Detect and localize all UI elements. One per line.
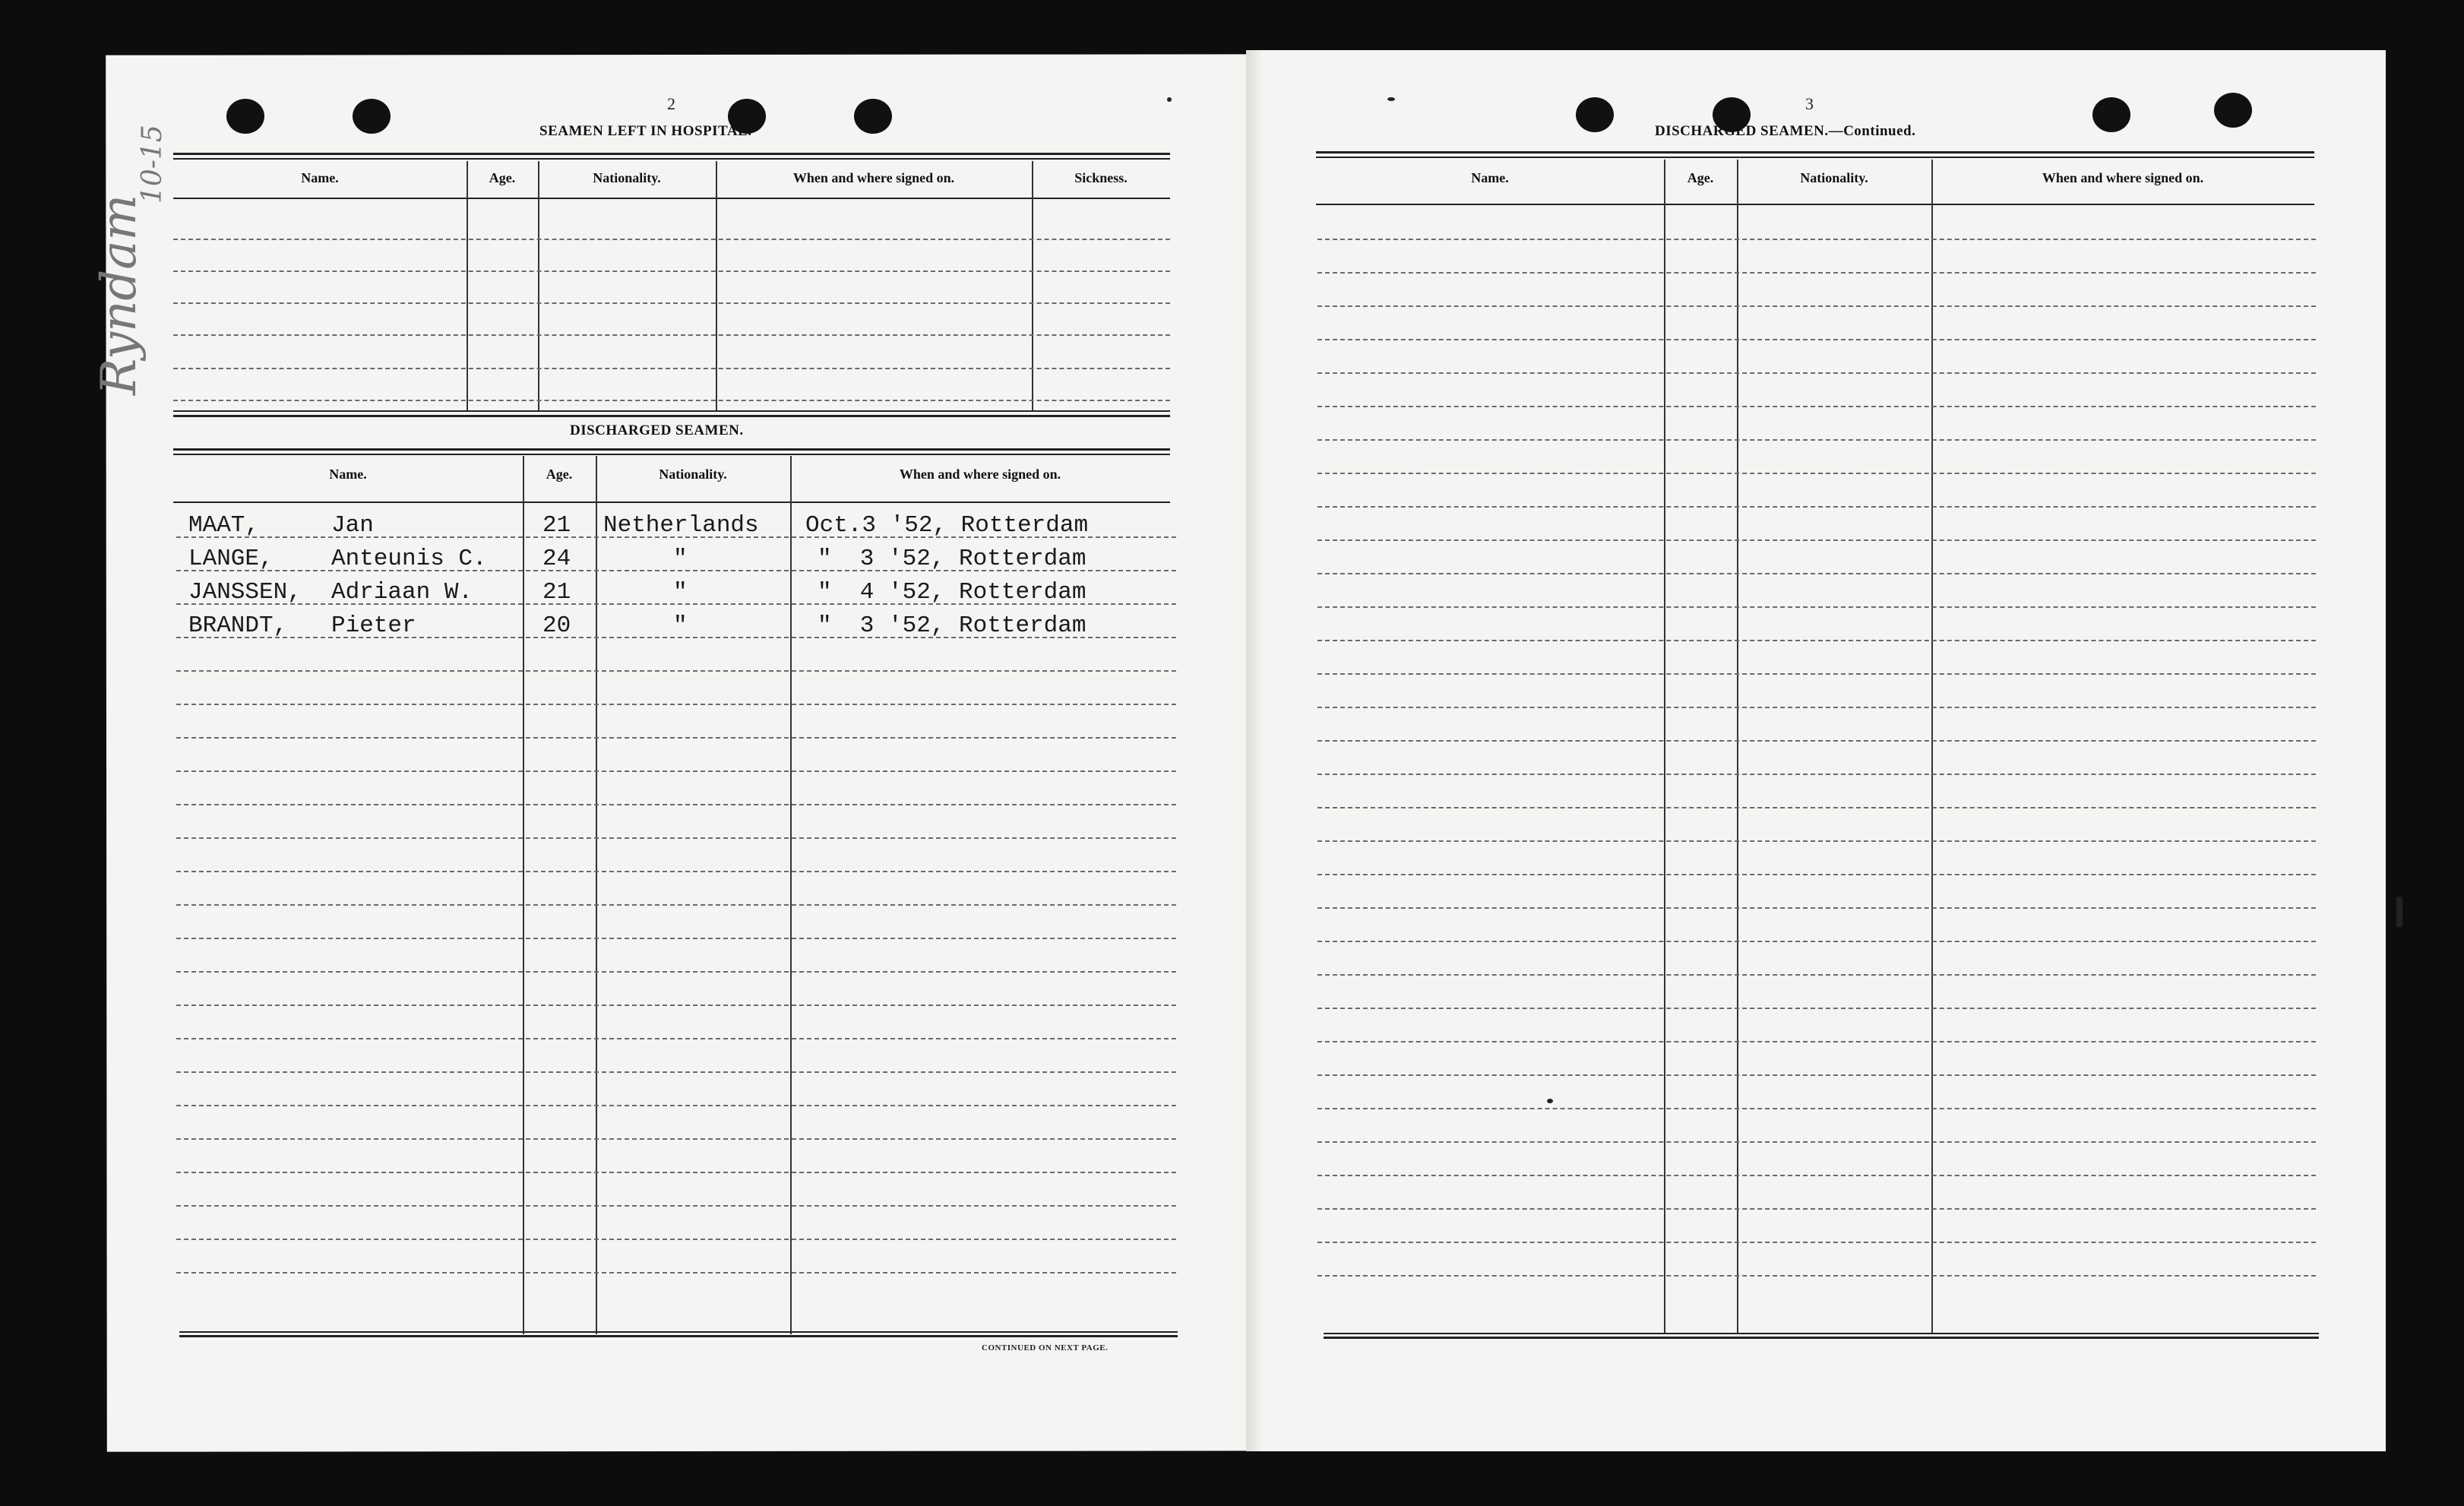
row-signed-on: Oct.3 '52, Rotterdam <box>805 512 1089 539</box>
row-line <box>1317 1275 2316 1277</box>
row-line <box>1317 239 2316 240</box>
right-header-name: Name. <box>1471 170 1509 185</box>
right-header-signed-on: When and where signed on. <box>2042 170 2204 185</box>
header-rule <box>173 198 1170 199</box>
row-surname: JANSSEN, <box>188 579 302 606</box>
row-line <box>176 1172 1176 1173</box>
row-line <box>1317 606 2316 608</box>
row-line <box>176 938 1176 939</box>
continued-note: CONTINUED ON NEXT PAGE. <box>982 1343 1109 1353</box>
header-rule <box>1316 204 2314 205</box>
row-line <box>1317 1108 2316 1109</box>
row-signed-on: " 3 '52, Rotterdam <box>818 546 1087 572</box>
punch-hole <box>2092 97 2130 132</box>
row-age: 20 <box>542 612 571 639</box>
row-line <box>1317 673 2316 675</box>
ink-speck <box>1387 97 1395 101</box>
right-header-age: Age. <box>1687 170 1714 185</box>
right-section-title: DISCHARGED SEAMEN.—Continued. <box>1655 123 1916 139</box>
row-line <box>176 1005 1176 1006</box>
row-given-name: Jan <box>331 512 374 539</box>
page-number-right: 3 <box>1805 94 1814 113</box>
section-rule <box>173 454 1170 455</box>
row-age: 24 <box>542 546 571 572</box>
column-divider <box>1664 160 1665 1334</box>
page-number-left: 2 <box>667 94 675 113</box>
row-line <box>1317 1208 2316 1210</box>
row-line <box>176 971 1176 973</box>
row-line <box>1317 941 2316 942</box>
punch-hole <box>1576 97 1614 132</box>
row-nationality: " <box>673 579 688 606</box>
column-divider <box>523 456 524 1334</box>
row-line <box>176 1105 1176 1106</box>
row-given-name: Pieter <box>331 612 416 639</box>
row-line <box>176 1239 1176 1240</box>
row-line <box>176 1138 1176 1140</box>
row-line <box>1317 1041 2316 1042</box>
row-line <box>176 804 1176 805</box>
row-line <box>176 770 1176 772</box>
handwritten-ship-name: Ryndam <box>91 194 147 395</box>
left-page <box>106 54 1262 1451</box>
discharged-header-nationality: Nationality. <box>659 467 727 482</box>
row-line <box>1317 339 2316 340</box>
header-rule <box>173 501 1170 503</box>
row-line <box>176 1205 1176 1207</box>
punch-hole <box>854 99 892 134</box>
column-divider <box>467 161 468 410</box>
hospital-row-line <box>173 334 1170 336</box>
top-rule <box>1316 157 2314 158</box>
row-line <box>1317 707 2316 708</box>
row-line <box>176 837 1176 839</box>
column-divider <box>596 456 597 1334</box>
row-line <box>1317 1242 2316 1243</box>
row-line <box>1317 473 2316 474</box>
hospital-row-line <box>173 400 1170 401</box>
row-line <box>1317 439 2316 441</box>
row-line <box>1317 807 2316 808</box>
row-line <box>176 904 1176 906</box>
row-line <box>176 1038 1176 1039</box>
bottom-rule <box>1324 1333 2319 1334</box>
top-rule <box>1316 151 2314 153</box>
row-line <box>1317 840 2316 842</box>
column-divider <box>1931 160 1933 1334</box>
row-line <box>1317 573 2316 574</box>
section-rule <box>173 415 1170 417</box>
row-line <box>1317 1074 2316 1076</box>
row-nationality: Netherlands <box>603 512 759 539</box>
row-line <box>1317 406 2316 407</box>
column-divider <box>790 456 792 1334</box>
discharged-section-title: DISCHARGED SEAMEN. <box>570 422 744 438</box>
row-line <box>176 737 1176 739</box>
column-divider <box>538 161 539 410</box>
bottom-rule <box>179 1331 1178 1333</box>
row-line <box>176 704 1176 705</box>
right-header-nationality: Nationality. <box>1800 170 1868 185</box>
hospital-header-nationality: Nationality. <box>593 170 661 185</box>
row-given-name: Anteunis C. <box>331 546 487 572</box>
hospital-row-line <box>173 368 1170 369</box>
row-surname: MAAT, <box>188 512 260 539</box>
hospital-row-line <box>173 302 1170 304</box>
section-rule <box>173 410 1170 412</box>
top-rule <box>173 158 1170 160</box>
hospital-header-name: Name. <box>301 170 339 185</box>
row-line <box>176 1272 1176 1273</box>
punch-hole <box>353 99 391 134</box>
row-line <box>176 871 1176 872</box>
ink-speck <box>1167 97 1172 102</box>
handwritten-date: 10-15 <box>137 125 168 204</box>
row-line <box>1317 874 2316 875</box>
hospital-row-line <box>173 271 1170 272</box>
hospital-section-title: SEAMEN LEFT IN HOSPITAL. <box>539 123 752 139</box>
section-rule <box>173 448 1170 451</box>
column-divider <box>1737 160 1738 1334</box>
row-line <box>1317 640 2316 641</box>
row-line <box>1317 774 2316 775</box>
row-line <box>1317 740 2316 742</box>
row-age: 21 <box>542 579 571 606</box>
row-line <box>176 1071 1176 1073</box>
edge-clip <box>2396 897 2402 927</box>
row-surname: LANGE, <box>188 546 274 572</box>
row-line <box>1317 1141 2316 1143</box>
hospital-header-age: Age. <box>489 170 516 185</box>
row-line <box>1317 1008 2316 1009</box>
bottom-rule <box>1324 1337 2319 1339</box>
row-line <box>1317 272 2316 274</box>
column-divider <box>716 161 717 410</box>
row-nationality: " <box>673 546 688 572</box>
row-surname: BRANDT, <box>188 612 288 639</box>
top-rule <box>173 153 1170 155</box>
discharged-header-signed-on: When and where signed on. <box>899 467 1061 482</box>
row-line <box>1317 305 2316 307</box>
hospital-row-line <box>173 239 1170 240</box>
row-line <box>1317 907 2316 909</box>
ink-speck <box>1547 1099 1553 1103</box>
row-line <box>1317 372 2316 374</box>
row-given-name: Adriaan W. <box>331 579 473 606</box>
hospital-header-sickness: Sickness. <box>1074 170 1128 185</box>
row-age: 21 <box>542 512 571 539</box>
page-spine <box>1246 50 1263 1451</box>
discharged-header-name: Name. <box>329 467 367 482</box>
row-line <box>176 670 1176 672</box>
punch-hole <box>226 99 264 134</box>
column-divider <box>1032 161 1033 410</box>
row-line <box>1317 1175 2316 1176</box>
row-signed-on: " 3 '52, Rotterdam <box>818 612 1087 639</box>
discharged-header-age: Age. <box>546 467 573 482</box>
hospital-header-signed-on: When and where signed on. <box>792 170 955 185</box>
row-line <box>1317 539 2316 541</box>
row-line <box>1317 506 2316 508</box>
row-nationality: " <box>673 612 688 639</box>
punch-hole <box>2214 93 2252 128</box>
row-line <box>1317 974 2316 976</box>
row-signed-on: " 4 '52, Rotterdam <box>818 579 1087 606</box>
bottom-rule <box>179 1335 1178 1337</box>
